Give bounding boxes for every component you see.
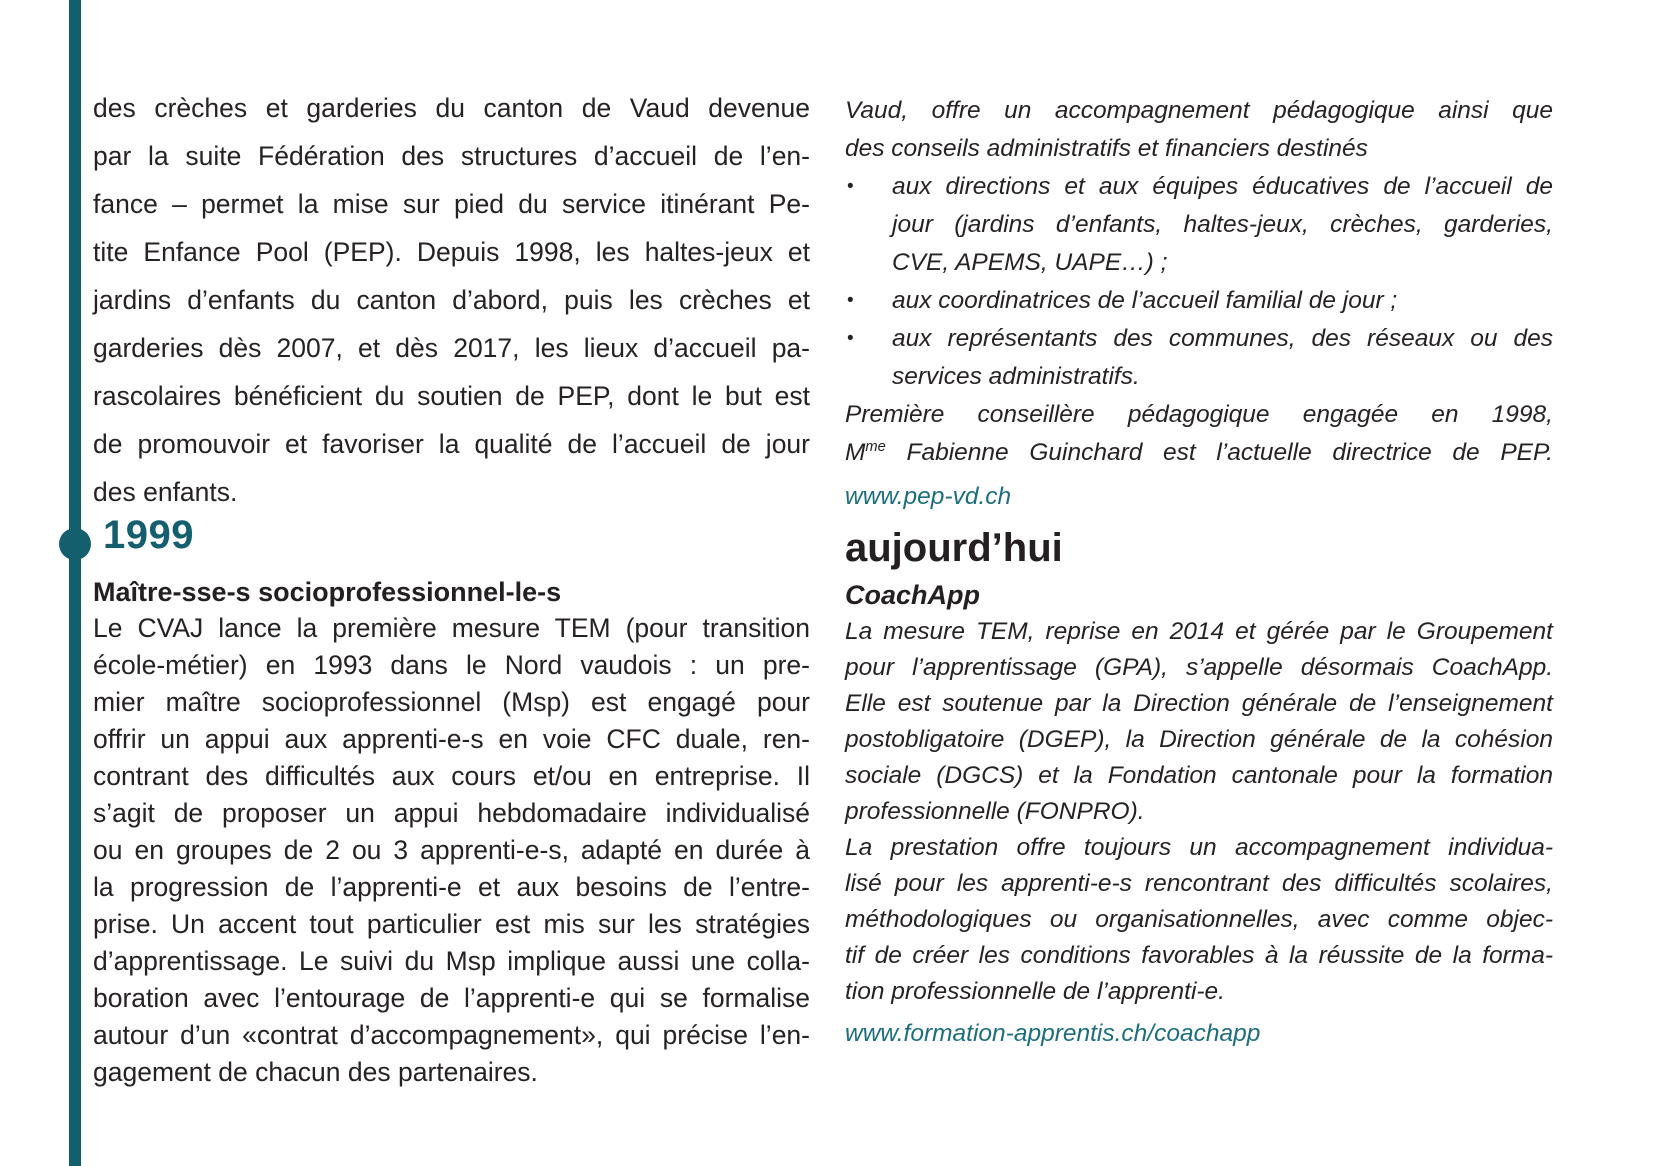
- text-span: professionnelle (FONPRO).: [845, 798, 1145, 825]
- text-line: [845, 830, 1553, 866]
- text-span: tion professionnelle de l’apprenti-e.: [845, 978, 1225, 1005]
- text-line: [93, 758, 810, 795]
- text-span: Fabienne Guinchard est l’actuelle directrice de PEP.: [885, 439, 1553, 466]
- today-heading: aujourd’hui: [845, 526, 1063, 570]
- text-span: s’agit de proposer un appui hebdomadaire individualisé: [93, 798, 810, 828]
- text-span: la progression de l’apprenti-e et aux besoins de l’entre-: [93, 872, 810, 902]
- text-span: Elle est soutenue par la Direction générale de l’enseignement: [845, 690, 1553, 717]
- text-span: contrant des difficultés aux cours et/ou en entreprise. Il: [93, 761, 810, 791]
- text-line: [845, 614, 1553, 650]
- bullet-icon: •: [847, 176, 854, 197]
- text-span: tite Enfance Pool (PEP). Depuis 1998, les haltes-jeux et: [93, 237, 810, 267]
- text-line: [845, 358, 1553, 396]
- text-line: [93, 180, 810, 228]
- text-span: aux directions et aux équipes éducatives de l’accueil de: [892, 173, 1553, 200]
- timeline-year-dot: [59, 528, 91, 560]
- text-span: jardins d’enfants du canton d’abord, puis les crèches et: [93, 285, 810, 315]
- text-span: Le CVAJ lance la première mesure TEM (pour transition: [93, 613, 810, 643]
- right-column-coachapp-description: [845, 614, 1553, 1052]
- bullet-icon: •: [847, 328, 854, 349]
- text-span: offrir un appui aux apprenti-e-s en voie CFC duale, ren-: [93, 724, 810, 754]
- text-span: ou en groupes de 2 ou 3 apprenti-e-s, adapté en durée à: [93, 835, 810, 865]
- text-line: [93, 943, 810, 980]
- text-line: [93, 372, 810, 420]
- text-span: méthodologiques ou organisationnelles, avec comme objec-: [845, 906, 1553, 933]
- text-line: [93, 84, 810, 132]
- text-line: [845, 206, 1553, 244]
- text-span: www.formation-apprentis.ch/coachapp: [845, 1020, 1261, 1047]
- text-line: [93, 832, 810, 869]
- text-span: garderies dès 2007, et dès 2017, les lieux d’accueil pa-: [93, 333, 810, 363]
- text-line: [845, 92, 1553, 130]
- text-span: rascolaires bénéficient du soutien de PEP, dont le but est: [93, 381, 810, 411]
- text-span: autour d’un «contrat d’accompagnement», qui précise l’en-: [93, 1020, 810, 1050]
- timeline-bar: [69, 0, 81, 1166]
- right-column-pep-description: [845, 92, 1553, 516]
- text-line: [93, 684, 810, 721]
- text-line: [93, 721, 810, 758]
- text-line: [93, 228, 810, 276]
- text-line: [93, 276, 810, 324]
- text-span: La prestation offre toujours un accompagnement individua-: [845, 834, 1553, 861]
- text-span: par la suite Fédération des structures d’accueil de l’en-: [93, 141, 810, 171]
- text-span: La mesure TEM, reprise en 2014 et gérée par le Groupement: [845, 618, 1553, 645]
- text-span: de promouvoir et favoriser la qualité de l’accueil de jour: [93, 429, 810, 459]
- text-span: jour (jardins d’enfants, haltes-jeux, crèches, garderies,: [892, 211, 1553, 238]
- left-column-paragraph-pep: [93, 84, 810, 516]
- text-line: [845, 130, 1553, 168]
- text-span: école-métier) en 1993 dans le Nord vaudois : un pre-: [93, 650, 810, 680]
- text-span: des enfants.: [93, 477, 238, 507]
- text-span: Vaud, offre un accompagnement pédagogique ainsi que: [845, 97, 1553, 124]
- text-line: [845, 650, 1553, 686]
- text-line: [93, 906, 810, 943]
- text-span: prise. Un accent tout particulier est mis sur les stratégies: [93, 909, 810, 939]
- text-span: services administratifs.: [892, 363, 1140, 390]
- coachapp-subheading: CoachApp: [845, 580, 980, 610]
- link-formation-apprentis[interactable]: [845, 1016, 1553, 1052]
- text-line: [93, 647, 810, 684]
- text-span: lisé pour les apprenti-e-s rencontrant des difficultés scolaires,: [845, 870, 1553, 897]
- left-column-subheading: Maître-sse-s socioprofessionnel-le-s: [93, 577, 562, 607]
- text-span: Première conseillère pédagogique engagée en 1998,: [845, 401, 1553, 428]
- text-span: fance – permet la mise sur pied du service itinérant Pe-: [93, 189, 810, 219]
- text-line: [93, 1054, 810, 1091]
- text-span: aux représentants des communes, des réseaux ou des: [892, 325, 1553, 352]
- superscript: me: [865, 438, 886, 455]
- text-line: [845, 974, 1553, 1010]
- text-span: d’apprentissage. Le suivi du Msp implique aussi une colla-: [93, 946, 810, 976]
- text-line: [845, 434, 1553, 472]
- text-line: [845, 168, 1553, 206]
- text-span: des crèches et garderies du canton de Vaud devenue: [93, 93, 810, 123]
- text-span: M: [845, 439, 866, 466]
- text-span: postobligatoire (DGEP), la Direction générale de la cohésion: [845, 726, 1553, 753]
- text-line: [93, 420, 810, 468]
- link-pep-vd[interactable]: [845, 478, 1553, 516]
- text-span: sociale (DGCS) et la Fondation cantonale pour la formation: [845, 762, 1553, 789]
- text-line: [93, 1017, 810, 1054]
- text-line: [845, 794, 1553, 830]
- text-line: [845, 244, 1553, 282]
- text-span: tif de créer les conditions favorables à la réussite de la forma-: [845, 942, 1553, 969]
- timeline-year-heading: 1999: [103, 513, 194, 557]
- text-line: [93, 795, 810, 832]
- text-line: [845, 902, 1553, 938]
- text-line: [845, 686, 1553, 722]
- text-line: [845, 938, 1553, 974]
- text-span: boration avec l’entourage de l’apprenti-e qui se formalise: [93, 983, 810, 1013]
- text-line: [845, 396, 1553, 434]
- text-span: des conseils administratifs et financiers destinés: [845, 135, 1368, 162]
- text-line: [93, 324, 810, 372]
- text-span: gagement de chacun des partenaires.: [93, 1057, 538, 1087]
- text-span: CVE, APEMS, UAPE…) ;: [892, 249, 1168, 276]
- text-line: [93, 132, 810, 180]
- text-line: [845, 758, 1553, 794]
- text-line: [93, 468, 810, 516]
- text-line: [93, 869, 810, 906]
- text-span: mier maître socioprofessionnel (Msp) est engagé pour: [93, 687, 810, 717]
- text-span: www.pep-vd.ch: [845, 483, 1012, 510]
- text-span: pour l’apprentissage (GPA), s’appelle désormais CoachApp.: [845, 654, 1553, 681]
- text-line: [93, 610, 810, 647]
- text-line: [845, 866, 1553, 902]
- text-line: [845, 722, 1553, 758]
- text-line: [845, 282, 1553, 320]
- left-column-paragraph-cvaj: [93, 610, 810, 1091]
- text-line: [93, 980, 810, 1017]
- text-span: aux coordinatrices de l’accueil familial de jour ;: [892, 287, 1398, 314]
- text-line: [845, 320, 1553, 358]
- bullet-icon: •: [847, 290, 854, 311]
